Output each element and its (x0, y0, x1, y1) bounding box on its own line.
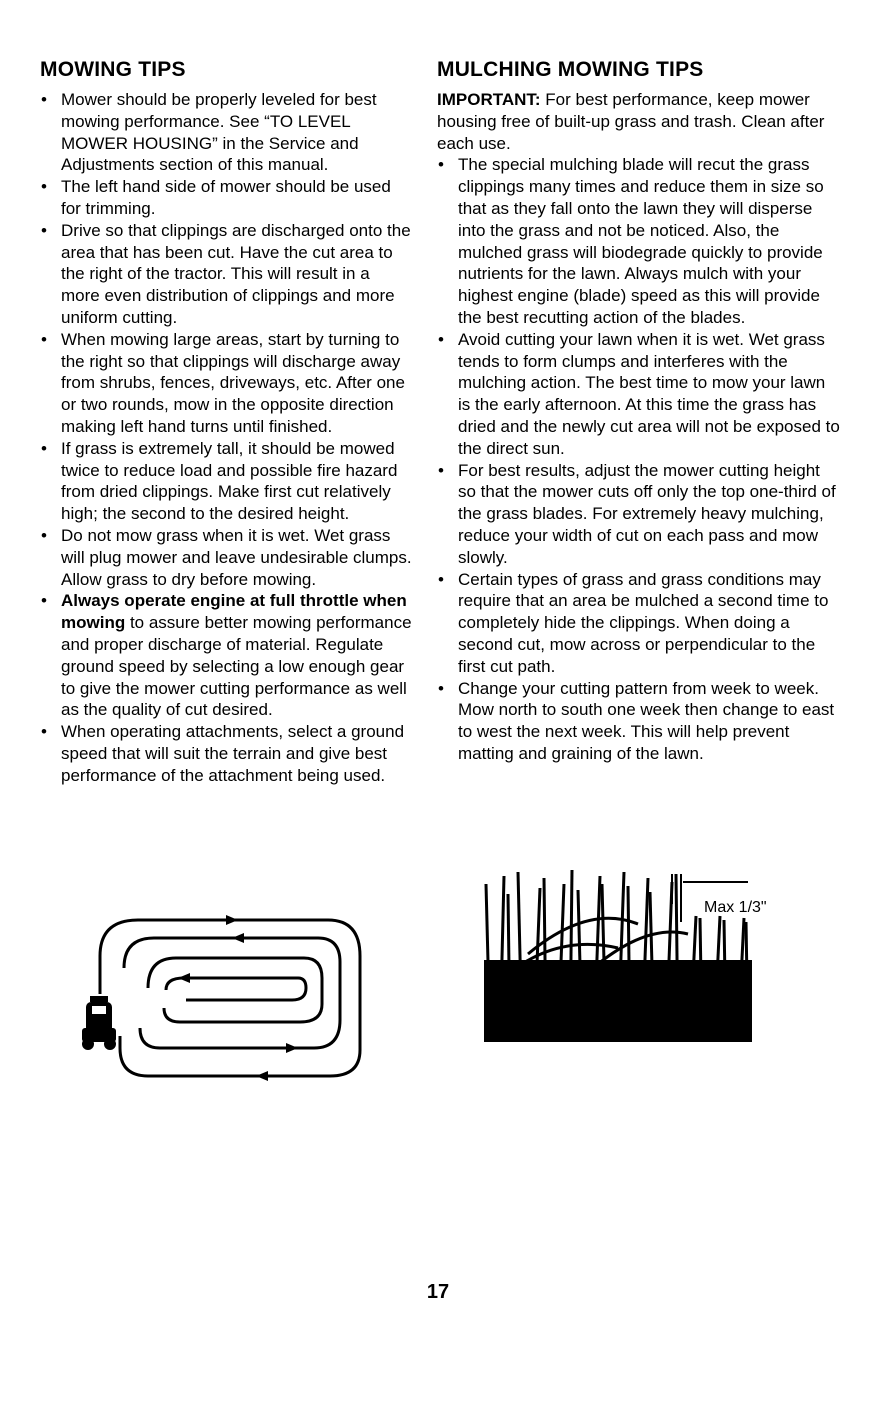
important-label: IMPORTANT: (437, 90, 541, 109)
mulching-tips-list (437, 154, 841, 764)
list-item-throttle (40, 590, 412, 721)
list-item: • Do not mow grass when it is wet. Wet grass will plug mower and leave undesirable clumps. Allow grass to dry before mowing. (40, 525, 412, 590)
mowing-tips-list (40, 89, 412, 787)
list-item: • The left hand side of mower should be used for trimming. (40, 176, 412, 220)
throttle-text: to assure better mowing performance and proper discharge of material. Regulate ground speed by selecting a low enough gear to give the mower cutting performance as well as the quality of cut desired. (61, 613, 412, 720)
list-item: • Avoid cutting your lawn when it is wet. Wet grass tends to form clumps and interferes with the mulching action. The best time to mow your lawn is the early afternoon. At this time the grass has dried and the newly cut area will not be exposed to the direct sun. (437, 329, 841, 460)
list-item: • When operating attachments, select a ground speed that will suit the terrain and give best performance of the attachment being used. (40, 721, 412, 786)
list-item: • When mowing large areas, start by turning to the right so that clippings will discharge away from shrubs, fences, driveways, etc. After one or two rounds, mow in the opposite direction making left hand turns until finished. (40, 329, 412, 438)
throttle-bold-text: Always operate engine at full throttle when mowing (61, 591, 407, 633)
mulching-tips-heading: MULCHING MOWING TIPS (437, 58, 704, 81)
grass-blades-icon (484, 870, 752, 1042)
tractor-icon (82, 996, 116, 1050)
mulching-tips-column (437, 58, 841, 765)
max-cut-label: Max 1/3" (704, 899, 767, 916)
mowing-tips-column (40, 58, 412, 787)
important-text: For best performance, keep mower housing free of built-up grass and trash. Clean after each use. (437, 90, 825, 153)
important-note (437, 89, 841, 154)
list-item: • The special mulching blade will recut the grass clippings many times and reduce them in size so that as they fall onto the lawn they will disperse into the grass and not be noticed. Also, the mulched grass will biodegrade quickly to provide nutrients for the lawn. Always mulch with your highest engine (blade) speed as this will provide the best recutting action of the blades. (437, 154, 841, 328)
grass-cut-diagram (478, 864, 808, 1044)
mowing-pattern-diagram (78, 898, 374, 1090)
list-item: • Mower should be properly leveled for best mowing performance. See “TO LEVEL MOWER HOUSING” in the Service and Adjustments section of this manual. (40, 89, 412, 176)
page-number: 17 (426, 1281, 450, 1303)
list-item: • Drive so that clippings are discharged onto the area that has been cut. Have the cut area to the right of the tractor. This will result in a more even distribution of clippings and more uniform cutting. (40, 220, 412, 329)
list-item: • Certain types of grass and grass conditions may require that an area be mulched a second time to completely hide the clippings. When doing a second cut, mow across or perpendicular to the first cut path. (437, 569, 841, 678)
list-item: • For best results, adjust the mower cutting height so that the mower cuts off only the top one-third of the grass blades. For extremely heavy mulching, reduce your width of cut on each pass and mow slowly. (437, 460, 841, 569)
list-item: • Change your cutting pattern from week to week. Mow north to south one week then change to east to west the next week. This will help prevent matting and graining of the lawn. (437, 678, 841, 765)
list-item: • If grass is extremely tall, it should be mowed twice to reduce load and possible fire hazard from dried clippings. Make first cut relatively high; the second to the desired height. (40, 438, 412, 525)
mowing-tips-heading: MOWING TIPS (40, 58, 186, 81)
